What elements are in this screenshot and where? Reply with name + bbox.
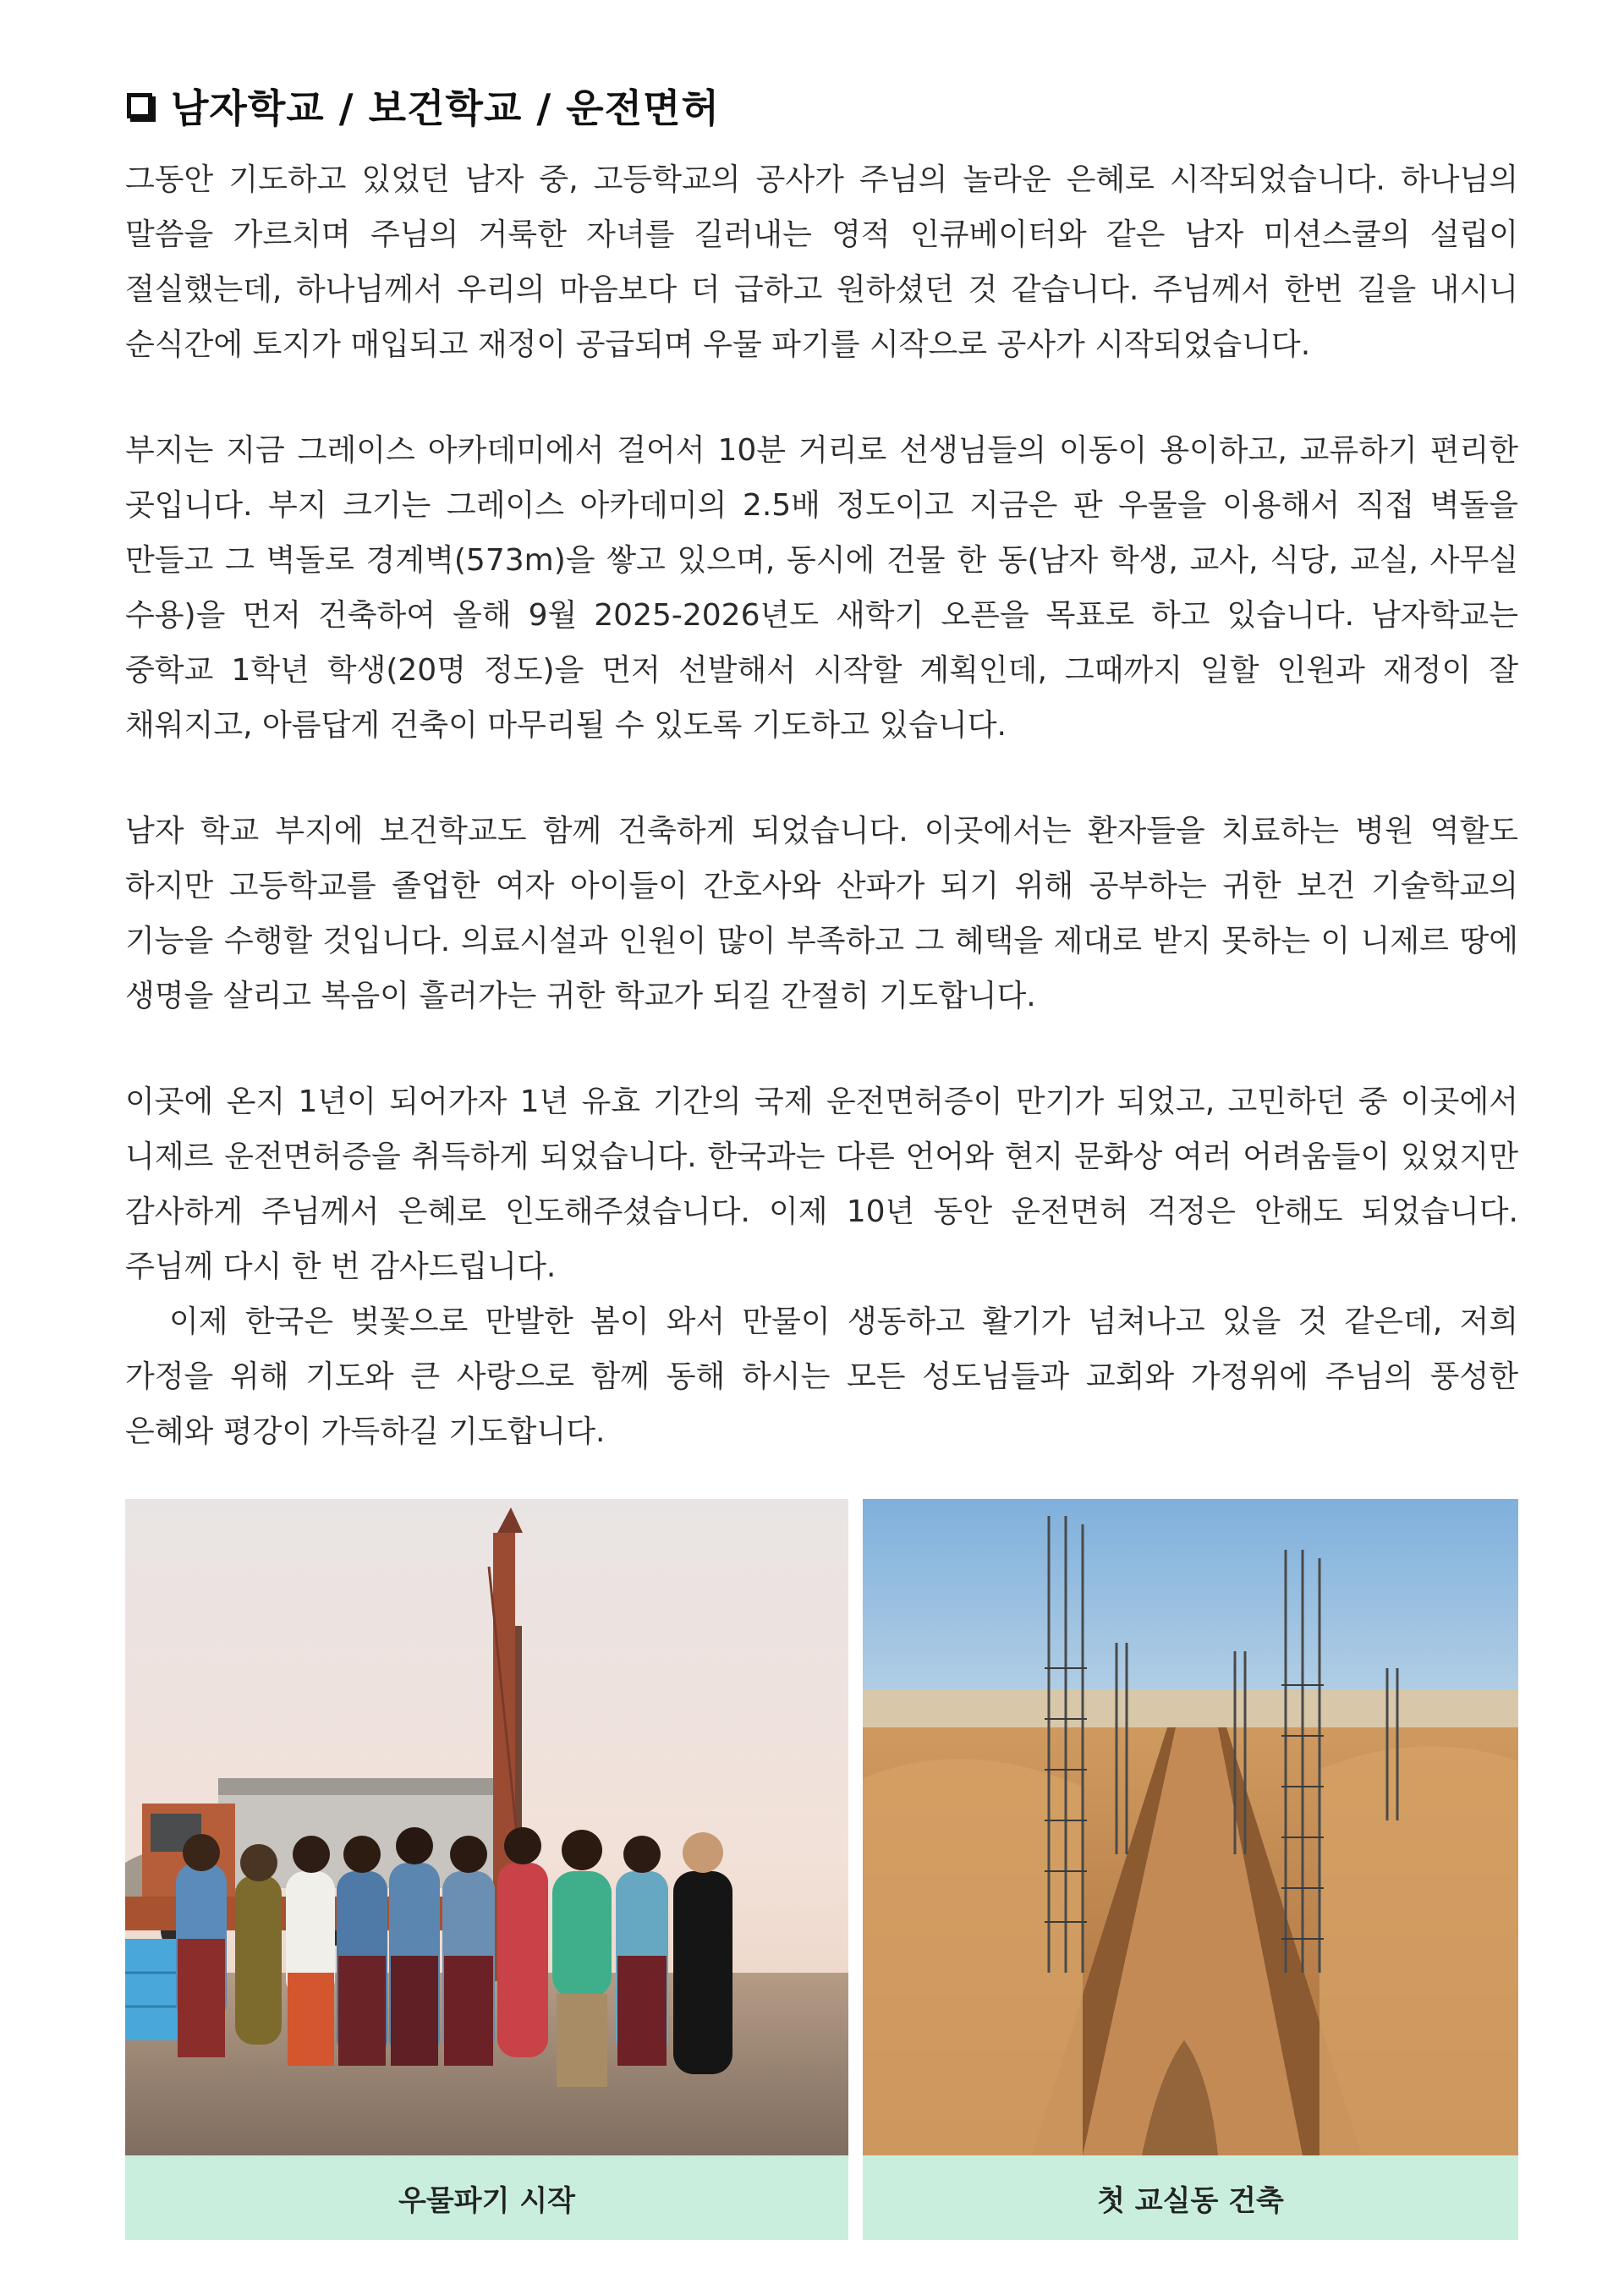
paragraph: 남자 학교 부지에 보건학교도 함께 건축하게 되었습니다. 이곳에서는 환자들을 치료하는 병원 역할도 하지만 고등학교를 졸업한 여자 아이들이 간호사와 산파가 되기 위해 공부하는 귀한 보건 기술학교의 기능을 수행할 것입니다. 의료시설과 인원이 많이 부족하고 그 혜택을 제대로 받지 못하는 이 니제르 땅에 생명을 살리고 복음이 흘러가는 귀한 학교가 되길 간절히 기도합니다. <box>125 814 1518 1013</box>
well-drilling-photo <box>125 1499 848 2155</box>
checkbox-bullet-icon <box>127 93 152 118</box>
section-heading <box>127 78 720 134</box>
heading-text: 남자학교 / 보건학교 / 운전면허 <box>171 85 720 131</box>
paragraph: 부지는 지금 그레이스 아카데미에서 걸어서 10분 거리로 선생님들의 이동이 용이하고, 교류하기 편리한 곳입니다. 부지 크기는 그레이스 아카데미의 2.5배 정도이고 지금은 판 우물을 이용해서 직접 벽돌을 만들고 그 벽돌로 경계벽(573m)을 쌓고 있으며, 동시에 건물 한 동(남자 학생, 교사, 식당, 교실, 사무실 수용)을 먼저 건축하여 올해 9월 2025-2026년도 새학기 오픈을 목표로 하고 있습니다. 남자학교는 중학교 1학년 학생(20명 정도)을 먼저 선발해서 시작할 계획인데, 그때까지 일할 인원과 재정이 잘 채워지고, 아름답게 건축이 마무리될 수 있도록 기도하고 있습니다. <box>125 433 1518 743</box>
paragraph: 이곳에 온지 1년이 되어가자 1년 유효 기간의 국제 운전면허증이 만기가 되었고, 고민하던 중 이곳에서 니제르 운전면허증을 취득하게 되었습니다. 한국과는 다른 언어와 현지 문화상 여러 어려움들이 있었지만 감사하게 주님께서 은혜로 인도해주셨습니다. 이제 10년 동안 운전면허 걱정은 안해도 되었습니다. 주님께 다시 한 번 감사드립니다. <box>125 1084 1518 1284</box>
paragraph: 그동안 기도하고 있었던 남자 중, 고등학교의 공사가 주님의 놀라운 은혜로 시작되었습니다. 하나님의 말씀을 가르치며 주님의 거룩한 자녀를 길러내는 영적 인큐베이터와 같은 남자 미션스쿨의 설립이 절실했는데, 하나님께서 우리의 마음보다 더 급하고 원하셨던 것 같습니다. 주님께서 한번 길을 내시니 순식간에 토지가 매입되고 재정이 공급되며 우물 파기를 시작으로 공사가 시작되었습니다. <box>125 162 1518 362</box>
photo-caption: 우물파기 시작 <box>125 2155 848 2240</box>
photo-caption: 첫 교실동 건축 <box>863 2155 1518 2240</box>
construction-photo <box>863 1499 1518 2155</box>
paragraph: 이제 한국은 벚꽃으로 만발한 봄이 와서 만물이 생동하고 활기가 넘쳐나고 있을 것 같은데, 저희 가정을 위해 기도와 큰 사랑으로 함께 동해 하시는 모든 성도님들과 교회와 가정위에 주님의 풍성한 은혜와 평강이 가득하길 기도합니다. <box>125 1304 1518 1449</box>
article-body <box>125 152 1518 1459</box>
